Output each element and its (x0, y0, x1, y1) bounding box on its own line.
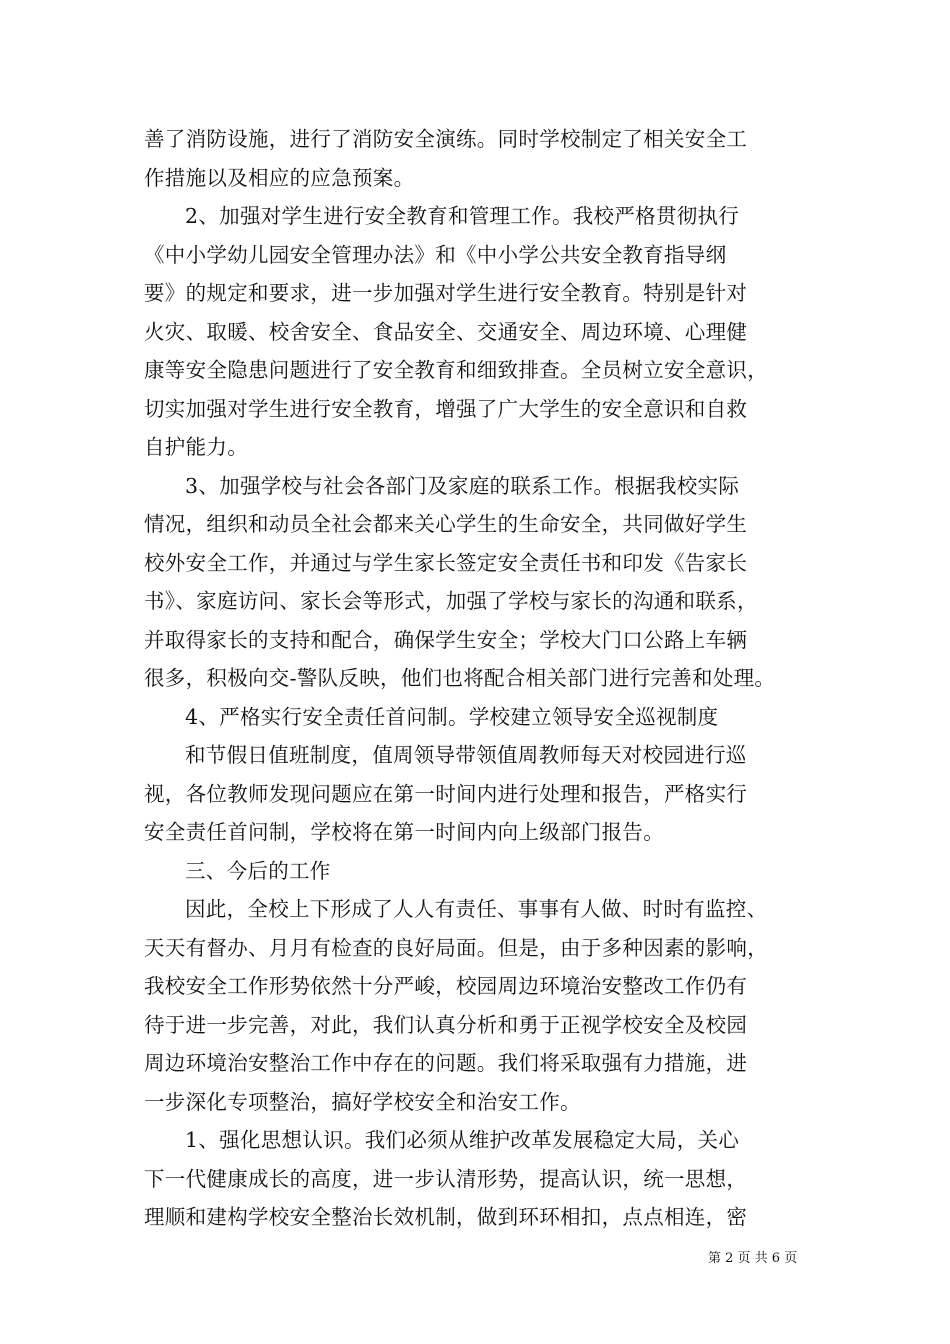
text-line: 下一代健康成长的高度，进一步认清形势，提高认识，统一思想， (144, 1166, 748, 1191)
text-line: 并取得家长的支持和配合，确保学生安全；学校大门口公路上车辆 (144, 627, 748, 652)
text-line: 我校安全工作形势依然十分严峻，校园周边环境治安整改工作仍有 (144, 974, 748, 998)
text-line: 很多，积极向交-警队反映，他们也将配合相关部门进行完善和处理。 (144, 666, 776, 690)
text-line: 书》、家庭访问、家长会等形式，加强了学校与家长的沟通和联系， (144, 589, 758, 613)
text-line: 一步深化专项整治，搞好学校安全和治安工作。 (144, 1089, 581, 1114)
text-line: 天天有督办、月月有检查的良好局面。但是，由于多种因素的影响， (144, 935, 768, 960)
text-line: 要》的规定和要求，进一步加强对学生进行安全教育。特别是针对 (144, 281, 748, 305)
text-line: 3、加强学校与社会各部门及家庭的联系工作。根据我校实际 (185, 473, 740, 498)
page-number-footer: 第 2 页 共 6 页 (708, 1251, 798, 1266)
text-line: 火灾、取暖、校舍安全、食品安全、交通安全、周边环境、心理健 (144, 319, 748, 344)
text-line: 待于进一步完善，对此，我们认真分析和勇于正视学校安全及校园 (144, 1012, 748, 1037)
text-line: 周边环境治安整治工作中存在的问题。我们将采取强有力措施，进 (144, 1051, 748, 1075)
text-line: 善了消防设施，进行了消防安全演练。同时学校制定了相关安全工 (144, 127, 748, 151)
text-line: 1、强化思想认识。我们必须从维护改革发展稳定大局，关心 (185, 1128, 740, 1152)
text-line: 理顺和建构学校安全整治长效机制，做到环环相扣，点点相连，密 (144, 1205, 748, 1229)
text-line: 和节假日值班制度，值周领导带领值周教师每天对校园进行巡 (185, 743, 747, 767)
text-line: 作措施以及相应的应急预案。 (144, 165, 415, 190)
text-line: 《中小学幼儿园安全管理办法》和《中小学公共安全教育指导纲 (144, 242, 727, 267)
text-line: 安全责任首问制，学校将在第一时间内向上级部门报告。 (144, 820, 664, 844)
text-line: 康等安全隐患问题进行了安全教育和细致排查。全员树立安全意识， (144, 358, 768, 382)
text-line: 因此，全校上下形成了人人有责任、事事有人做、时时有监控、 (185, 897, 768, 921)
text-line: 视，各位教师发现问题应在第一时间内进行处理和报告，严格实行 (144, 781, 748, 806)
document-body (144, 120, 814, 1237)
text-line: 三、今后的工作 (185, 858, 331, 883)
text-line: 自护能力。 (144, 435, 248, 459)
text-line: 4、严格实行安全责任首问制。学校建立领导安全巡视制度 (185, 704, 719, 729)
text-line: 2、加强对学生进行安全教育和管理工作。我校严格贯彻执行 (185, 204, 740, 228)
text-line: 校外安全工作，并通过与学生家长签定安全责任书和印发《告家长 (144, 550, 748, 575)
text-line: 情况，组织和动员全社会都来关心学生的生命安全，共同做好学生 (144, 512, 748, 536)
text-line: 切实加强对学生进行安全教育，增强了广大学生的安全意识和自救 (144, 396, 748, 421)
